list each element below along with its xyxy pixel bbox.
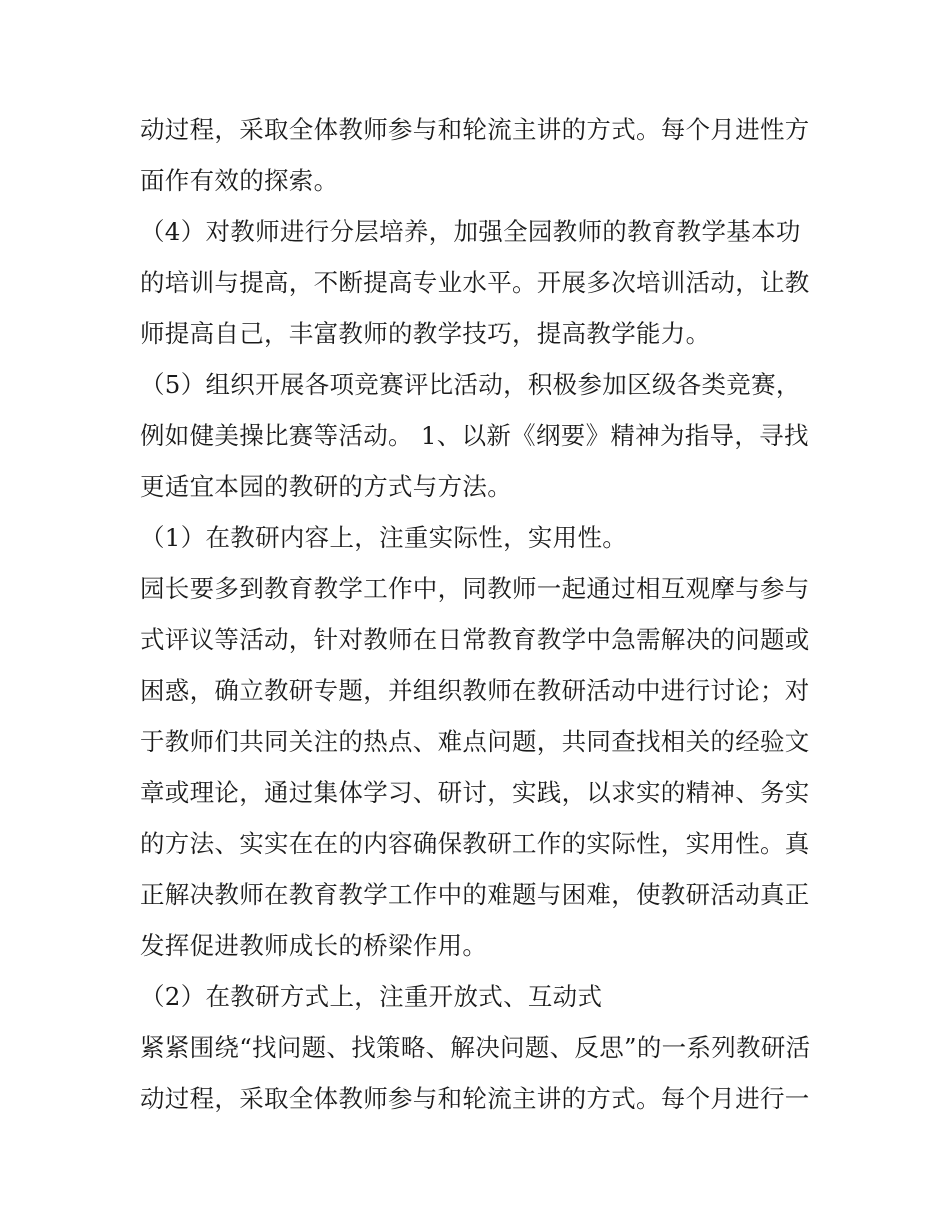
text-line: （4）对教师进行分层培养，加强全园教师的教育教学基本功: [140, 217, 801, 246]
text-line: 的方法、实实在在的内容确保教研工作的实际性，实用性。真: [140, 829, 810, 858]
text-line: 正解决教师在教育教学工作中的难题与困难，使教研活动真正: [140, 880, 810, 909]
text-line: 更适宜本园的教研的方式与方法。: [140, 472, 512, 501]
text-line: 面作有效的探索。: [140, 166, 339, 195]
text-line: 困惑，确立教研专题，并组织教师在教研活动中进行讨论；对: [140, 676, 810, 705]
text-line: 师提高自己，丰富教师的教学技巧，提高教学能力。: [140, 319, 711, 348]
text-line: 动过程，采取全体教师参与和轮流主讲的方式。每个月进行一: [140, 1084, 810, 1113]
text-line: 紧紧围绕“找问题、找策略、解决问题、反思”的一系列教研活: [140, 1033, 811, 1062]
text-line: 园长要多到教育教学工作中，同教师一起通过相互观摩与参与: [140, 574, 810, 603]
text-line: （1）在教研内容上，注重实际性，实用性。: [140, 523, 628, 552]
text-line: 动过程，采取全体教师参与和轮流主讲的方式。每个月进性方: [140, 115, 810, 144]
text-line: 发挥促进教师成长的桥梁作用。: [140, 931, 488, 960]
text-line: （2）在教研方式上，注重开放式、互动式: [140, 982, 603, 1011]
text-line: 例如健美操比赛等活动。 1、以新《纲要》精神为指导，寻找: [140, 421, 809, 450]
text-line: 章或理论，通过集体学习、研讨，实践，以求实的精神、务实: [140, 778, 810, 807]
text-line: 的培训与提高，不断提高专业水平。开展多次培训活动，让教: [140, 268, 810, 297]
text-line: （5）组织开展各项竞赛评比活动，积极参加区级各类竞赛，: [140, 370, 801, 399]
text-line: 式评议等活动，针对教师在日常教育教学中急需解决的问题或: [140, 625, 810, 654]
text-line: 于教师们共同关注的热点、难点问题，共同查找相关的经验文: [140, 727, 810, 756]
